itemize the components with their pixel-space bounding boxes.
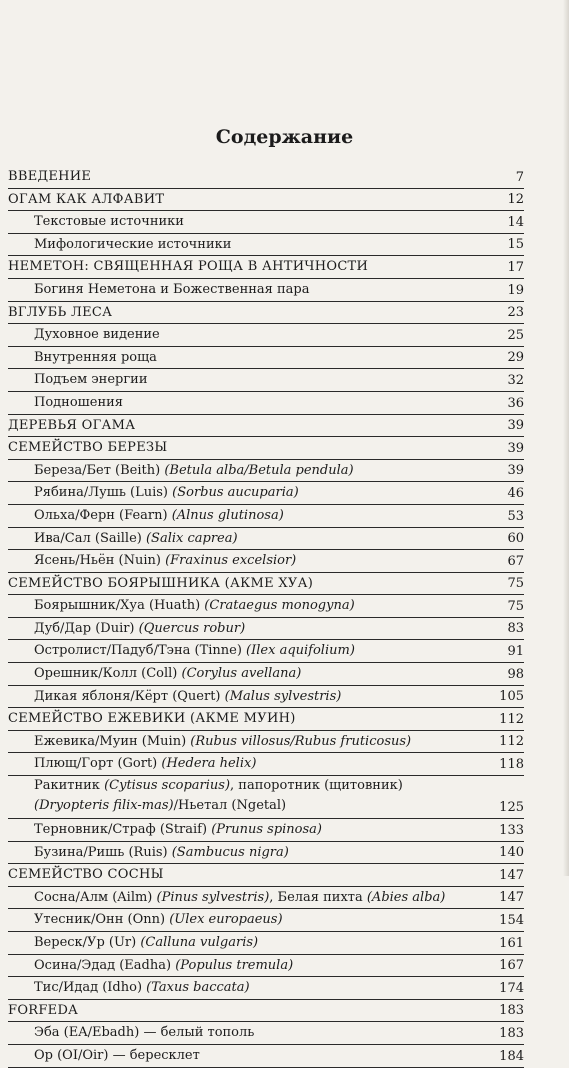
toc-page-number: 17	[507, 259, 524, 275]
toc-entry-text: Рябина/Лушь (Luis)	[34, 485, 173, 501]
toc-page-number: 75	[507, 598, 524, 614]
toc-entry-label	[8, 595, 524, 617]
toc-page-number: 125	[499, 800, 524, 816]
page-spine-shadow	[563, 0, 569, 876]
toc-entry-text: Орешник/Колл (Coll)	[34, 666, 182, 682]
toc-section-row[interactable]	[8, 776, 524, 819]
toc-section-row[interactable]	[8, 977, 524, 1000]
toc-entry-label	[8, 279, 524, 301]
toc-entry-latin-name: (Calluna vulgaris)	[140, 935, 259, 950]
toc-entry-text: Богиня Неметона и Божественная пара	[34, 281, 310, 297]
toc-page-number: 15	[507, 237, 524, 253]
toc-entry-text: Бузина/Ришь (Ruis)	[34, 844, 172, 860]
toc-entry-text: Ор (OI/Oir) — бересклет	[34, 1047, 200, 1063]
toc-page-number: 23	[507, 305, 524, 321]
toc-entry-latin-name: (Taxus baccata)	[146, 980, 250, 996]
toc-entry-text: Подъем энергии	[34, 372, 148, 388]
toc-page-number: 19	[507, 282, 524, 298]
page-title: Содержание	[215, 126, 354, 148]
toc-page-number: 140	[499, 845, 524, 861]
toc-section-row[interactable]	[8, 460, 524, 483]
toc-section-row[interactable]	[8, 550, 524, 573]
toc-section-row[interactable]	[8, 842, 524, 865]
toc-entry-text: FORFEDA	[8, 1002, 78, 1018]
toc-page-number: 75	[507, 576, 524, 592]
toc-entry-text: Вереск/Ур (Ur)	[34, 935, 141, 950]
toc-entry-text: Дикая яблоня/Кёрт (Quert)	[34, 688, 225, 704]
toc-entry-text: Ива/Сал (Saille)	[34, 530, 146, 546]
toc-entry-text: Сосна/Алм (Ailm)	[34, 889, 157, 905]
toc-entry-label	[8, 663, 524, 685]
toc-entry-latin-name: (Abies alba)	[366, 889, 446, 905]
toc-entry-label	[8, 1000, 524, 1022]
toc-entry-label	[8, 932, 524, 954]
toc-entry-label	[8, 753, 524, 775]
toc-entry-label	[8, 640, 524, 662]
toc-page-number: 39	[507, 440, 524, 456]
toc-entry-latin-name: (Sorbus aucuparia)	[172, 485, 299, 501]
toc-section-row[interactable]	[8, 640, 524, 663]
toc-section-row[interactable]	[8, 279, 524, 302]
toc-entry-label	[8, 528, 524, 550]
toc-page-number: 83	[507, 621, 524, 637]
toc-page-number: 154	[499, 913, 524, 928]
toc-entry-label	[8, 415, 524, 437]
toc-entry-label	[8, 776, 524, 816]
toc-page-number: 184	[499, 1048, 524, 1064]
toc-section-row[interactable]	[8, 1022, 524, 1045]
toc-page-number: 32	[507, 372, 524, 388]
toc-entry-label	[8, 842, 524, 864]
toc-chapter-row[interactable]	[8, 708, 524, 731]
toc-entry-label	[8, 482, 524, 504]
toc-page-number: 112	[499, 711, 524, 727]
toc-entry-text: Ясень/Ньён (Nuin)	[34, 553, 166, 569]
toc-section-row[interactable]	[8, 347, 524, 370]
toc-page-number: 46	[507, 485, 524, 501]
toc-entry-latin-name: (Populus tremula)	[175, 957, 294, 973]
toc-section-row[interactable]	[8, 595, 524, 618]
toc-page-number: 39	[507, 418, 524, 434]
toc-entry-text: Подношения	[34, 394, 123, 410]
toc-section-row[interactable]	[8, 324, 524, 347]
toc-entry-text: /Ньетал (Ngetal)	[173, 798, 287, 814]
toc-entry-label	[8, 505, 524, 527]
toc-section-row[interactable]	[8, 234, 524, 257]
toc-entry-label	[8, 460, 524, 482]
toc-page-number: 53	[507, 508, 524, 524]
toc-page-number: 167	[499, 958, 524, 974]
toc-entry-label	[8, 302, 524, 324]
toc-page-number: 25	[507, 327, 524, 343]
toc-section-row[interactable]	[8, 505, 524, 528]
toc-entry-label	[8, 708, 524, 730]
toc-section-row[interactable]	[8, 482, 524, 505]
toc-page-number: 91	[507, 644, 524, 660]
toc-entry-latin-name: (Rubus villosus/Rubus fruticosus)	[190, 733, 412, 749]
toc-entry-label	[8, 550, 524, 572]
toc-entry-label	[8, 977, 524, 999]
toc-entry-label	[8, 887, 524, 909]
toc-chapter-row[interactable]	[8, 166, 524, 189]
toc-entry-label	[8, 347, 524, 369]
toc-section-row[interactable]	[8, 887, 524, 910]
toc-entry-text: Внутренняя роща	[34, 349, 157, 365]
toc-entry-text: Береза/Бет (Beith)	[34, 462, 165, 478]
toc-chapter-row[interactable]	[8, 189, 524, 212]
toc-section-row[interactable]	[8, 819, 524, 842]
toc-entry-text: НЕМЕТОН: СВЯЩЕННАЯ РОЩА В АНТИЧНОСТИ	[8, 259, 369, 275]
toc-entry-label	[8, 189, 524, 211]
toc-entry-text: СЕМЕЙСТВО БЕРЕЗЫ	[8, 440, 168, 456]
toc-chapter-row[interactable]	[8, 573, 524, 596]
toc-entry-text: Текстовые источники	[34, 214, 184, 230]
toc-page-number: 118	[499, 757, 524, 773]
toc-entry-text: ДЕРЕВЬЯ ОГАМА	[8, 417, 136, 433]
toc-entry-latin-name: (Betula alba/Betula pendula)	[164, 462, 354, 478]
toc-page-number: 133	[499, 822, 524, 838]
toc-section-row[interactable]	[8, 392, 524, 415]
toc-section-row[interactable]	[8, 932, 524, 955]
toc-entry-text: ВВЕДЕНИЕ	[8, 169, 92, 184]
toc-entry-text: Духовное видение	[34, 327, 160, 343]
toc-chapter-row[interactable]	[8, 256, 524, 279]
toc-page-number: 183	[499, 1025, 524, 1041]
toc-entry-text: ОГАМ КАК АЛФАВИТ	[8, 191, 165, 207]
toc-entry-latin-name: (Ulex europaeus)	[169, 912, 283, 928]
toc-entry-latin-name: (Quercus robur)	[138, 620, 246, 636]
toc-entry-latin-name: (Fraxinus excelsior)	[165, 553, 297, 569]
toc-chapter-row[interactable]	[8, 415, 524, 438]
toc-page-number: 7	[515, 169, 524, 185]
toc-section-row[interactable]	[8, 528, 524, 551]
toc-entry-latin-name: (Ilex aquifolium)	[246, 643, 355, 659]
toc-page-number: 174	[499, 980, 524, 996]
toc-page-number: 183	[499, 1003, 524, 1019]
toc-entry-text: СЕМЕЙСТВО БОЯРЫШНИКА (АКМЕ ХУА)	[8, 575, 314, 591]
toc-entry-text: Боярышник/Хуа (Huath)	[34, 598, 205, 614]
toc-entry-text: Ракитник	[34, 778, 105, 794]
toc-chapter-row[interactable]	[8, 437, 524, 460]
toc-page-number: 105	[499, 689, 524, 705]
toc-entry-text: Мифологические источники	[34, 236, 232, 252]
toc-entry-latin-name: (Cytisus scoparius)	[104, 778, 231, 794]
toc-entry-label	[8, 234, 524, 256]
toc-entry-latin-name: (Alnus glutinosa)	[171, 507, 284, 523]
toc-entry-text: , Белая пихта	[269, 889, 367, 905]
toc-section-row[interactable]	[8, 211, 524, 234]
toc-entry-label	[8, 369, 524, 391]
toc-section-row[interactable]	[8, 686, 524, 709]
toc-section-row[interactable]	[8, 618, 524, 641]
toc-entry-label	[8, 686, 524, 708]
toc-entry-label	[8, 1045, 524, 1067]
toc-page-number: 112	[499, 734, 524, 750]
toc-page-number: 36	[507, 395, 524, 411]
toc-entry-latin-name: (Salix caprea)	[145, 530, 238, 546]
toc-page-number: 98	[507, 666, 524, 682]
toc-entry-label	[8, 437, 524, 459]
toc-entry-label	[8, 211, 524, 233]
toc-entry-text: Эба (EA/Ebadh) — белый тополь	[34, 1025, 255, 1041]
toc-page-number: 39	[507, 463, 524, 479]
toc-entry-label	[8, 618, 524, 640]
toc-page-number: 60	[507, 531, 524, 547]
toc-entry-text: Терновник/Страф (Straif)	[34, 822, 212, 838]
toc-entry-label	[8, 392, 524, 414]
toc-page-number: 147	[499, 890, 524, 906]
toc-entry-text: Ежевика/Муин (Muin)	[34, 733, 191, 749]
toc-entry-text: Осина/Эдад (Eadha)	[34, 957, 176, 973]
toc-page-number: 161	[499, 935, 524, 951]
toc-entry-label	[8, 1022, 524, 1044]
toc-entry-label	[8, 324, 524, 346]
toc-entry-latin-name: (Dryopteris filix-mas)	[34, 798, 174, 814]
toc-section-row[interactable]	[8, 731, 524, 754]
toc-entry-latin-name: (Hedera helix)	[161, 756, 257, 772]
toc-chapter-row[interactable]	[8, 1000, 524, 1023]
toc-entry-label	[8, 909, 524, 931]
toc-entry-latin-name: (Pinus sylvestris)	[156, 889, 270, 905]
toc-section-row[interactable]	[8, 909, 524, 932]
toc-entry-text: Дуб/Дар (Duir)	[34, 620, 139, 636]
toc-entry-latin-name: (Corylus avellana)	[181, 666, 302, 682]
table-of-contents	[8, 166, 524, 1068]
toc-entry-label	[8, 819, 524, 841]
toc-entry-text: , папоротник (щитовник)	[230, 778, 403, 794]
toc-entry-latin-name: (Malus sylvestris)	[224, 688, 342, 704]
toc-entry-label	[8, 864, 524, 886]
toc-page-number: 29	[507, 350, 524, 366]
toc-section-row[interactable]	[8, 1045, 524, 1068]
toc-entry-text: СЕМЕЙСТВО СОСНЫ	[8, 867, 164, 883]
toc-entry-label	[8, 731, 524, 753]
toc-section-row[interactable]	[8, 369, 524, 392]
toc-entry-text: Утесник/Онн (Onn)	[34, 912, 170, 928]
toc-entry-label	[8, 166, 524, 188]
toc-entry-text: СЕМЕЙСТВО ЕЖЕВИКИ (АКМЕ МУИН)	[8, 711, 296, 727]
toc-page-number: 14	[507, 214, 524, 230]
toc-entry-latin-name: (Sambucus nigra)	[171, 844, 289, 860]
toc-entry-latin-name: (Crataegus monogyna)	[204, 598, 355, 614]
toc-entry-label	[8, 573, 524, 595]
toc-entry-text: Ольха/Ферн (Fearn)	[34, 507, 172, 523]
toc-section-row[interactable]	[8, 955, 524, 978]
toc-page-number: 67	[507, 553, 524, 569]
toc-entry-text: ВГЛУБЬ ЛЕСА	[8, 304, 113, 320]
toc-page-number: 12	[507, 192, 524, 208]
toc-entry-latin-name: (Prunus spinosa)	[211, 822, 323, 838]
toc-entry-text: Остролист/Падуб/Тэна (Tinne)	[34, 643, 247, 659]
toc-section-row[interactable]	[8, 663, 524, 686]
toc-entry-label	[8, 955, 524, 977]
toc-section-row[interactable]	[8, 753, 524, 776]
toc-chapter-row[interactable]	[8, 302, 524, 325]
toc-page-number: 147	[499, 867, 524, 883]
toc-entry-text: Плющ/Горт (Gort)	[34, 756, 162, 772]
toc-entry-label	[8, 256, 524, 278]
toc-entry-text: Тис/Идад (Idho)	[34, 980, 147, 996]
